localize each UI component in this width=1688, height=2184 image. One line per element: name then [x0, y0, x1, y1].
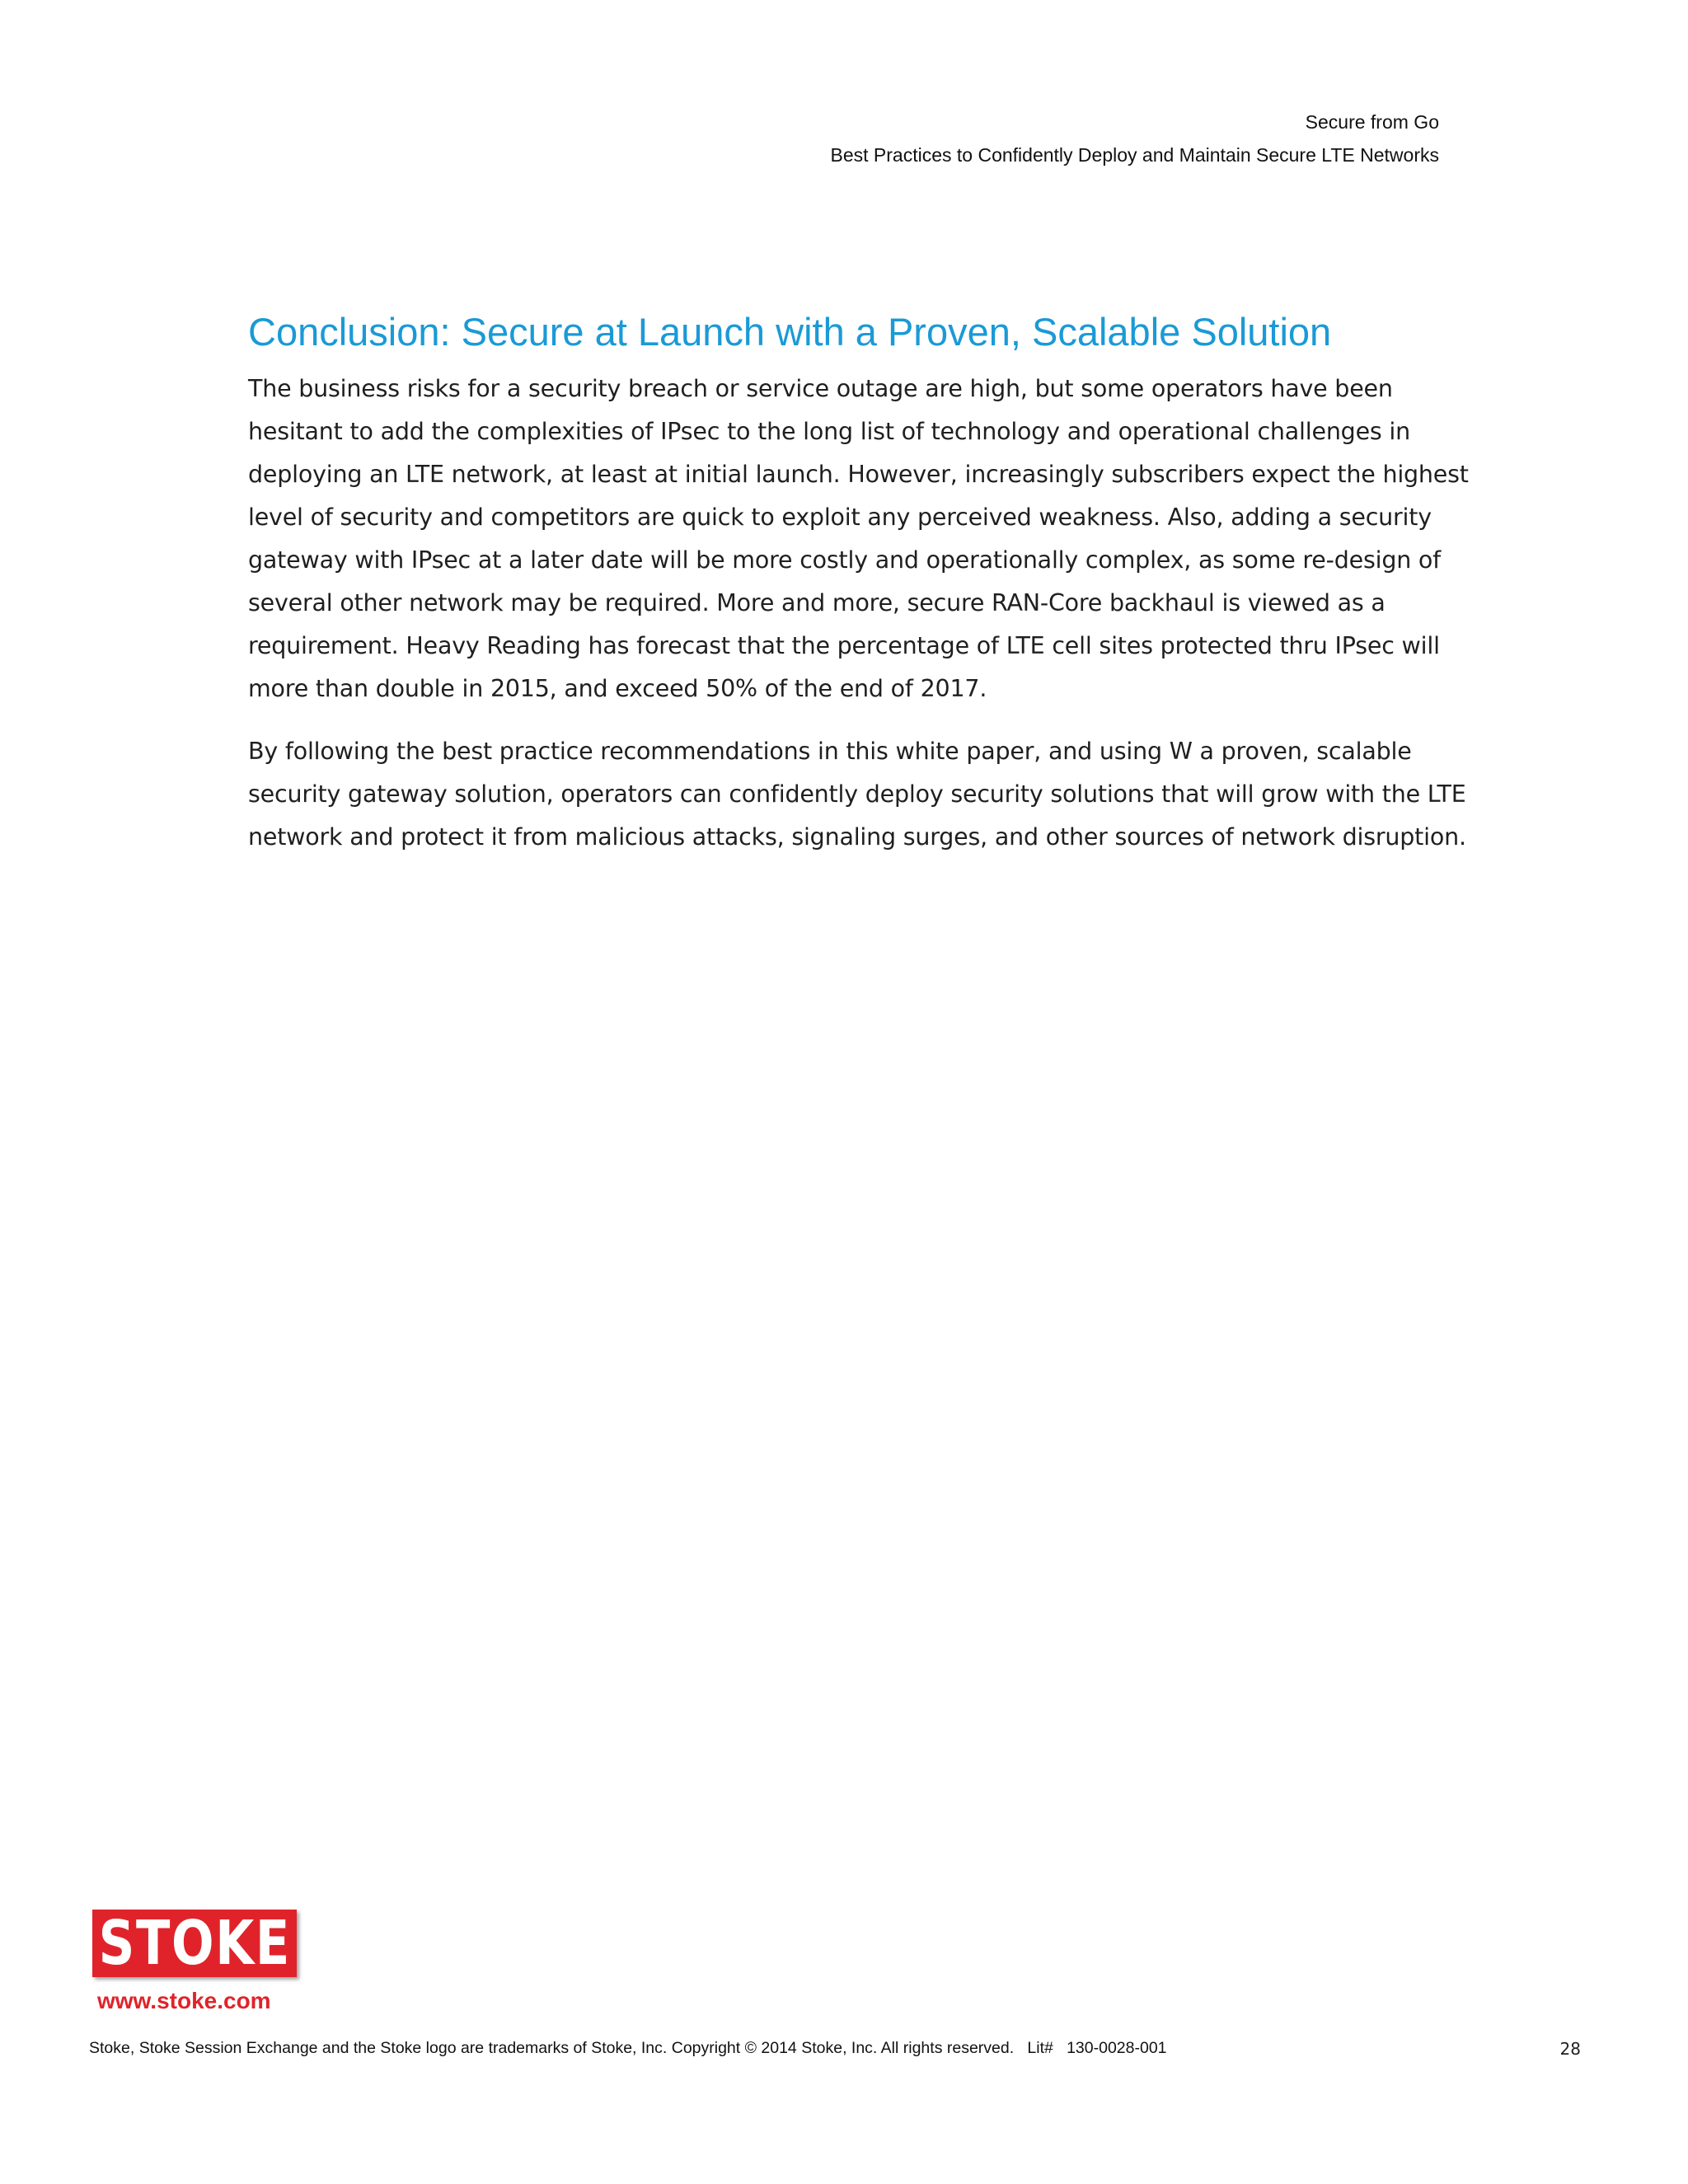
website-link[interactable]: www.stoke.com — [97, 1988, 271, 2013]
main-content — [248, 303, 1469, 879]
paragraph-line: By following the best practice recommendations in this white paper, and using W a proven, scalable — [248, 738, 1412, 765]
paragraph-best-practice — [248, 730, 1466, 859]
paragraph-line: The business risks for a security breach or service outage are high, but some operators have been — [248, 375, 1393, 402]
paragraph-line: level of security and competitors are quick to exploit any perceived weakness. Also, adding a security — [248, 504, 1432, 531]
legal-notice: Stoke, Stoke Session Exchange and the Stoke logo are trademarks of Stoke, Inc. Copyright © 2014 Stoke, Inc. All rights reserved. Lit# 130-0028-001 — [89, 2039, 1167, 2057]
header-document-title: Secure from Go — [1305, 111, 1439, 133]
paragraph-line: deploying an LTE network, at least at initial launch. However, increasingly subscribers expect the highest — [248, 461, 1469, 488]
paragraph-line: network and protect it from malicious attacks, signaling surges, and other sources of network disruption. — [248, 823, 1466, 851]
section-title: Conclusion: Secure at Launch with a Proven, Scalable Solution — [248, 310, 1332, 354]
stoke-logo — [92, 1910, 297, 1977]
running-header — [831, 107, 1439, 170]
paragraph-line: hesitant to add the complexities of IPsec to the long list of technology and operational challenges in — [248, 418, 1410, 445]
paragraph-business-risks — [248, 368, 1469, 710]
paragraph-line: more than double in 2015, and exceed 50% of the end of 2017. — [248, 675, 987, 702]
page-number: 28 — [1559, 2039, 1581, 2059]
paragraph-line: requirement. Heavy Reading has forecast that the percentage of LTE cell sites protected thru IPsec will — [248, 632, 1440, 659]
paragraph-line: gateway with IPsec at a later date will be more costly and operationally complex, as some re-design of — [248, 546, 1442, 574]
paragraph-line: security gateway solution, operators can confidently deploy security solutions that will grow with the LTE — [248, 780, 1466, 808]
logo-wordmark: STOKE — [98, 1908, 291, 1979]
header-document-subtitle: Best Practices to Confidently Deploy and Maintain Secure LTE Networks — [830, 144, 1439, 166]
paragraph-line: several other network may be required. More and more, secure RAN-Core backhaul is viewed as a — [248, 589, 1386, 616]
